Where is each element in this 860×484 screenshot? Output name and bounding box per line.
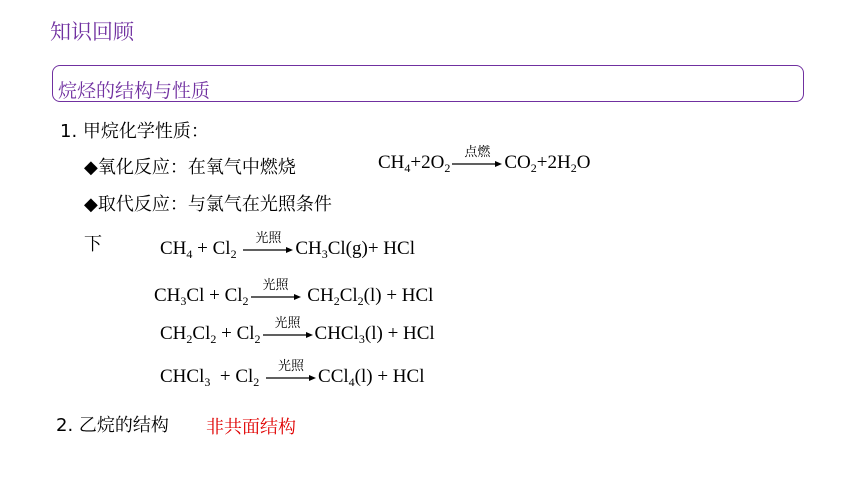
reaction-arrow — [452, 145, 502, 169]
equation-3: $CH_2Cl_2 + Cl_2$ 光照 CHCl$_3$(l) + HCl — [160, 323, 435, 345]
reaction-arrow — [266, 359, 316, 383]
condition-label: 光照 — [262, 278, 289, 293]
substitution-text-cont: 下 — [84, 234, 102, 255]
reaction-arrow — [251, 278, 301, 302]
reaction-arrow — [243, 231, 293, 255]
equation-1: $CH_4 + Cl_2$ 光照 $CH_3Cl(g)+$ HCl — [160, 238, 415, 260]
page-title: 知识回顾 — [50, 20, 134, 44]
item-2-answer: 非共面结构 — [206, 417, 296, 438]
reaction-arrow — [263, 316, 313, 340]
condition-label: 点燃 — [464, 145, 491, 160]
item-2-heading: 2. 乙烷的结构 — [56, 415, 169, 436]
condition-label: 光照 — [274, 316, 301, 331]
condition-label: 光照 — [278, 359, 305, 374]
substitution-text: ◆取代反应：与氯气在光照条件 — [84, 194, 332, 215]
section-title: 烷烃的结构与性质 — [58, 80, 211, 102]
condition-label: 光照 — [255, 231, 282, 246]
equation-4: CHCl$_3$ + $Cl_2$ 光照 CCl$_4$(l) + HCl — [160, 366, 424, 388]
oxidation-text: ◆氧化反应：在氧气中燃烧 — [84, 157, 296, 178]
item-1-heading: 1. 甲烷化学性质： — [60, 121, 209, 142]
combustion-equation: $CH_4+2O_2$ 点燃 $CO_2+2H_2O$ — [378, 152, 590, 174]
equation-2: $CH_3Cl + Cl_2$ 光照 $CH_2Cl_2(l)$ + HCl — [154, 285, 433, 307]
